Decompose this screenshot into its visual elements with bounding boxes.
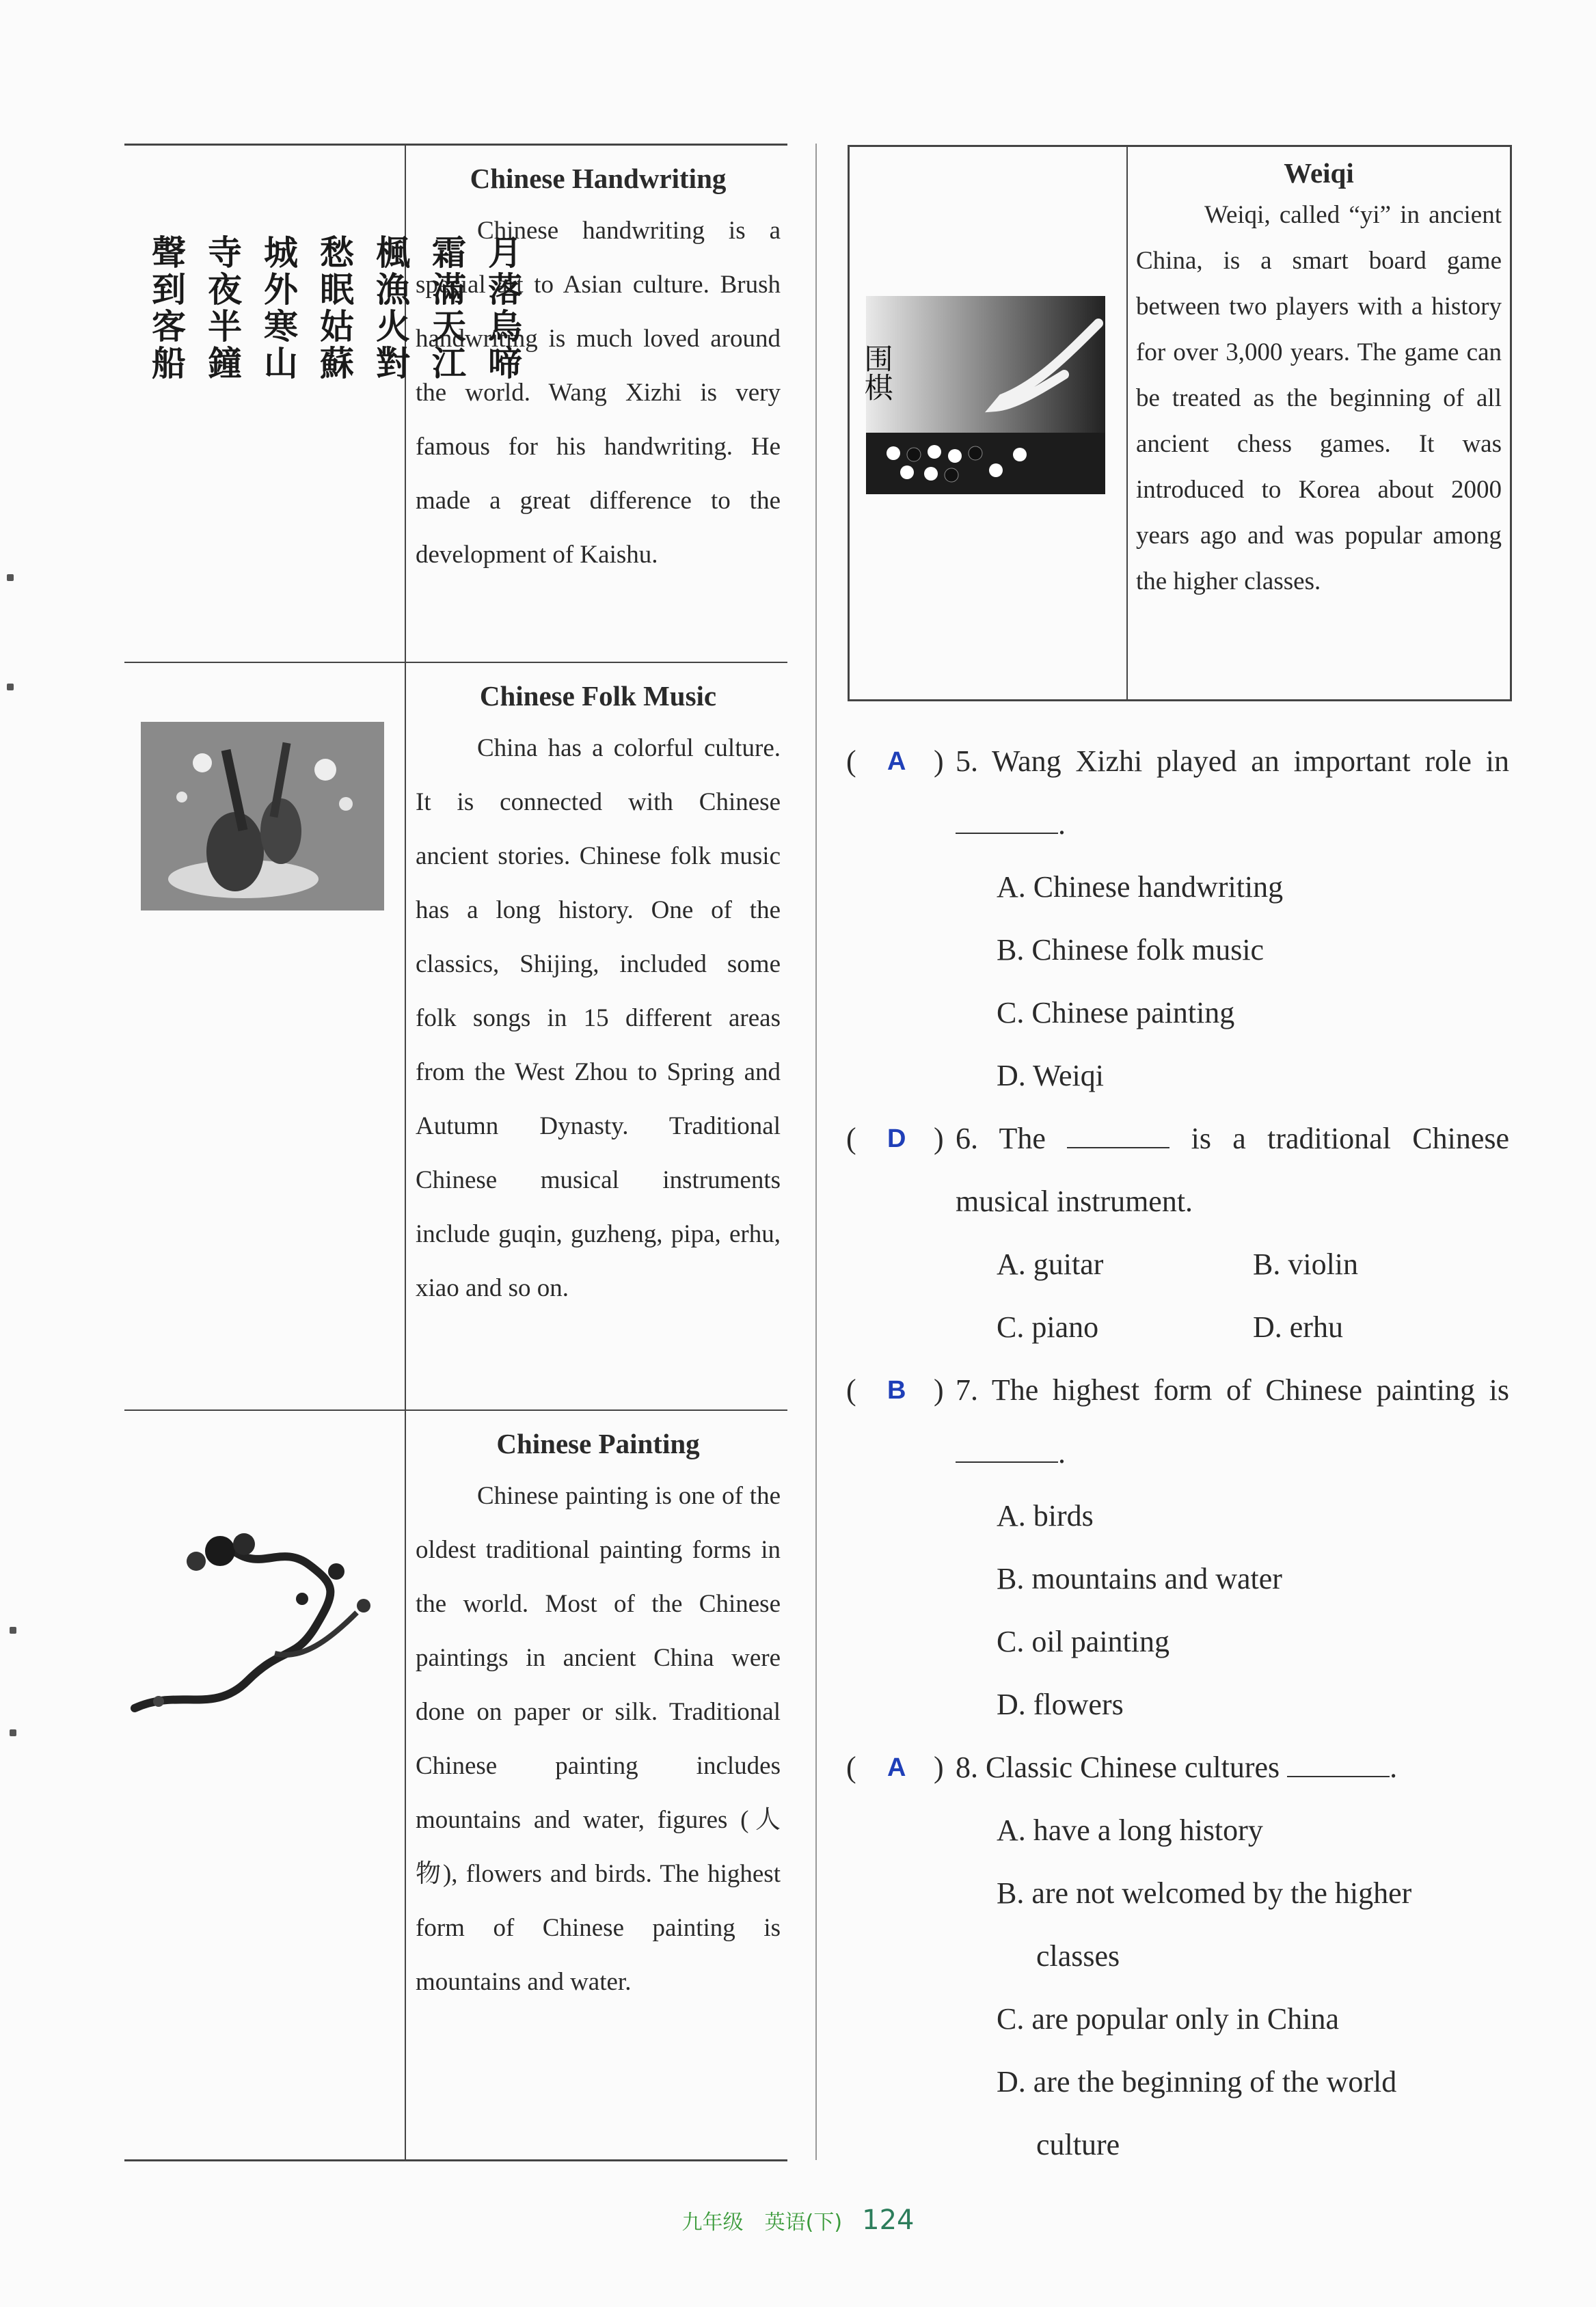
weiqi-board-icon: [860, 296, 1105, 494]
margin-mark: [7, 684, 14, 690]
calligraphy-column: 愁眠姑蘇: [314, 234, 355, 382]
page-footer: [0, 2204, 1596, 2236]
paren-open: (: [846, 1122, 856, 1155]
section-body: China has a colorful culture. It is connected with Chinese ancient stories. Chinese folk music has a long history. One of the classics, Shijing, included some folk songs in 15 different areas from the West Zhou to Spring and Autumn Dynasty. Traditional Chinese musical instruments include guqin, guzheng, pipa, erhu, xiao and so on.: [416, 734, 781, 1303]
option: A. birds: [997, 1499, 1094, 1533]
question-8: [846, 1736, 1509, 2176]
answer-mark: B: [887, 1376, 906, 1405]
option-row: [846, 1233, 1509, 1296]
footer-grade: 九年级: [681, 2211, 744, 2235]
answer-mark: A: [887, 1753, 906, 1782]
option: B. are not welcomed by the higher: [997, 1876, 1412, 1910]
weiqi-body: Weiqi, called “yi” in ancient China, is a smart board game between two players with a history for over 3,000 years. The game can be treated as the beginning of all ancient chess games. It was introduced to Korea about 2000 years ago and was popular among the higher classes.: [1136, 201, 1502, 595]
pipa-icon: [141, 722, 384, 910]
option: A. guitar: [997, 1247, 1104, 1281]
questions: [846, 730, 1509, 2176]
calligraphy-column: 霜滿天江: [427, 234, 467, 382]
weiqi-board-hand-image: [850, 147, 1128, 699]
stem-text: .: [1390, 1751, 1398, 1784]
answer-mark: A: [887, 747, 906, 776]
section-body: Chinese painting is one of the oldest traditional painting forms in the world. Most of the Chinese paintings in ancient China were done on paper or silk. Traditional Chinese painting includes mountains and water, figures (人物), flowers and birds. The highest form of Chinese painting is mountains and water.: [416, 1482, 781, 1997]
option: B. violin: [1253, 1247, 1359, 1281]
option-continuation: classes: [1036, 1939, 1120, 1973]
calligraphy-column: 聲到客船: [146, 234, 187, 382]
answer-mark: D: [887, 1124, 906, 1153]
option: C. oil painting: [997, 1625, 1169, 1658]
paren-close: ): [934, 1122, 944, 1155]
stem-text: .: [1058, 807, 1066, 841]
section-body: Chinese handwriting is a special art to Asian culture. Brush handwriting is much loved around the world. Wang Xizhi is very famous for his handwriting. He made a great difference to the development of Kaishu.: [416, 217, 781, 569]
calligraphy-column: 月落烏啼: [483, 234, 523, 382]
section-title: Chinese Folk Music: [479, 680, 717, 712]
paren-open: (: [846, 1751, 856, 1784]
calligraphy-column: 城外寒山: [258, 234, 299, 382]
option: D. Weiqi: [997, 1059, 1104, 1092]
pipa-instrument-image: [124, 663, 406, 1409]
section-row-folk-music: [124, 663, 787, 1411]
calligraphy-image: [124, 146, 523, 662]
option-row: [846, 1296, 1509, 1359]
section-title: Chinese Painting: [496, 1428, 700, 1459]
answer-blank: [956, 805, 1058, 834]
option: A. have a long history: [997, 1813, 1263, 1847]
question-5: [846, 730, 1509, 1107]
section-row-painting: [124, 1411, 787, 2159]
stem-text: 5. Wang Xizhi played an important role in: [956, 744, 1509, 778]
option: C. are popular only in China: [997, 2002, 1340, 2036]
plum-branch-painting-image: [124, 1411, 406, 2159]
option: C. piano: [997, 1310, 1099, 1344]
section-row-handwriting: [124, 146, 787, 663]
footer-subject: 英语(下): [764, 2211, 843, 2235]
paren-open: (: [846, 744, 856, 778]
option: A. Chinese handwriting: [997, 870, 1284, 904]
calligraphy-columns: [141, 234, 527, 382]
question-stem: [846, 1736, 1509, 1799]
stem-text: 7. The highest form of Chinese painting is: [956, 1373, 1509, 1407]
option: B. mountains and water: [997, 1562, 1282, 1595]
answer-blank: [1287, 1749, 1390, 1777]
stem-text: 8. Classic Chinese cultures: [956, 1751, 1280, 1784]
margin-mark: [7, 574, 14, 581]
stem-text: is a traditional Chinese musical instrument.: [956, 1122, 1510, 1218]
paren-close: ): [934, 1751, 944, 1784]
calligraphy-column: 楓漁火對: [370, 234, 411, 382]
column-divider: [815, 144, 817, 2160]
paren-open: (: [846, 1373, 856, 1407]
stem-text: .: [1058, 1436, 1066, 1470]
question-7: [846, 1359, 1509, 1736]
weiqi-box: [848, 145, 1512, 701]
question-6: [846, 1107, 1509, 1359]
calligraphy-column: 寺夜半鐘: [202, 234, 243, 382]
stem-text: 6. The: [956, 1122, 1046, 1155]
question-stem: [846, 730, 1509, 856]
margin-mark: [10, 1729, 16, 1736]
option: D. flowers: [997, 1688, 1124, 1721]
option-continuation: culture: [1036, 2128, 1120, 2161]
culture-table: [124, 144, 787, 2161]
answer-blank: [956, 1434, 1058, 1463]
weiqi-title: Weiqi: [1284, 157, 1354, 189]
plum-branch-icon: [131, 1524, 398, 1729]
question-stem: [846, 1107, 1509, 1233]
option: B. Chinese folk music: [997, 933, 1264, 967]
page-number: 124: [862, 2204, 915, 2236]
weiqi-seal-text: 围棋: [860, 344, 894, 401]
option: C. Chinese painting: [997, 996, 1235, 1029]
option: D. are the beginning of the world: [997, 2065, 1397, 2099]
section-title: Chinese Handwriting: [470, 163, 727, 194]
option: D. erhu: [1253, 1310, 1343, 1344]
paren-close: ): [934, 1373, 944, 1407]
paren-close: ): [934, 744, 944, 778]
margin-mark: [10, 1627, 16, 1634]
question-stem: [846, 1359, 1509, 1485]
answer-blank: [1067, 1120, 1169, 1148]
